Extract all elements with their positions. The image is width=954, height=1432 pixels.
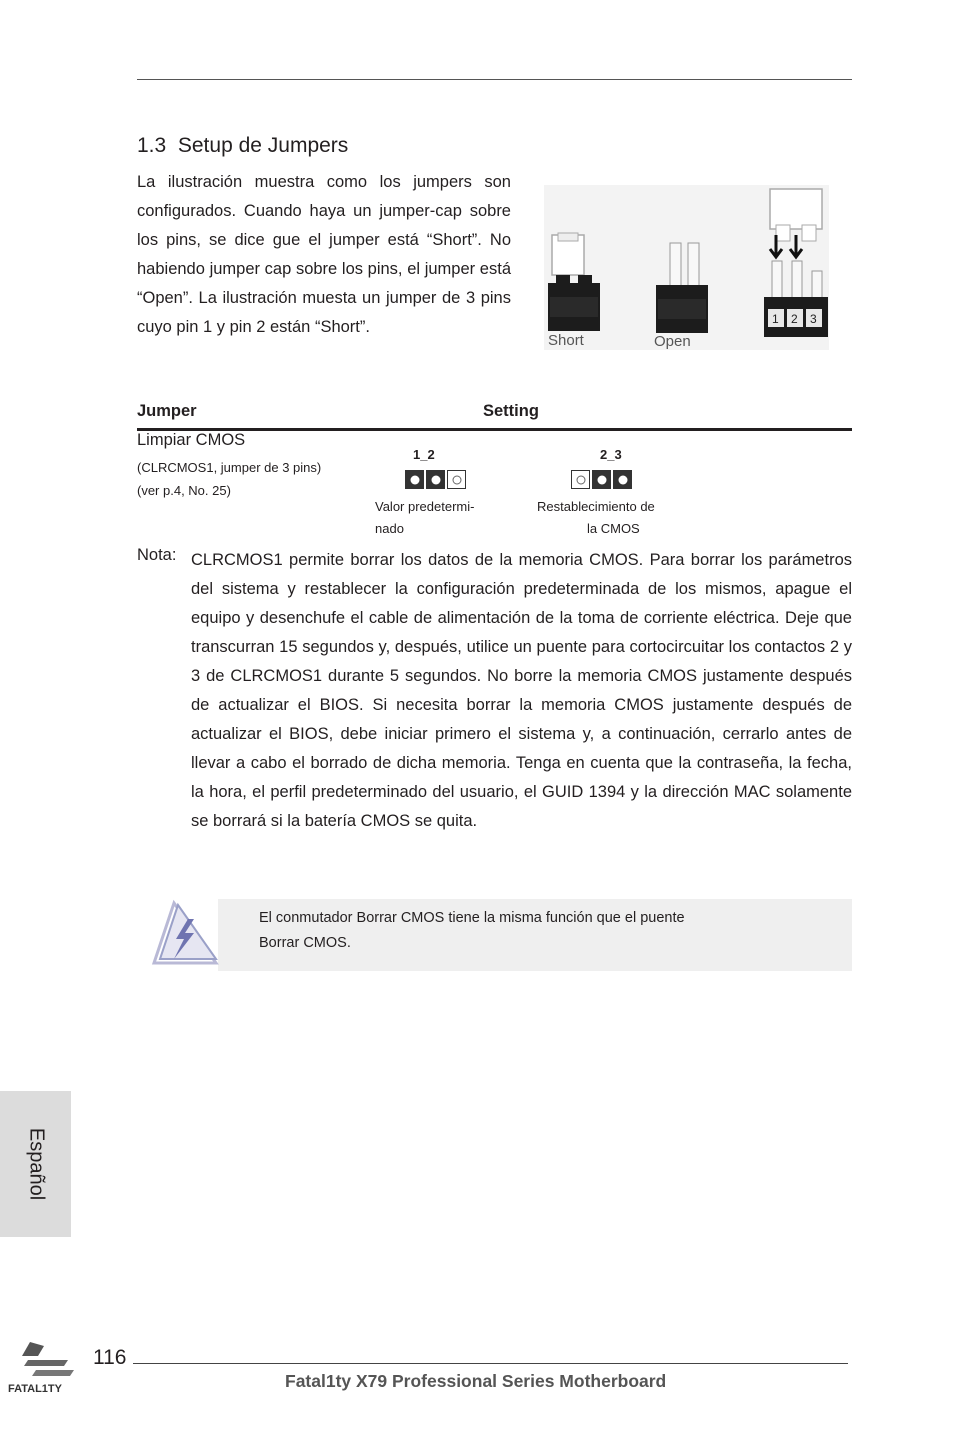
- pin-1-open: [571, 470, 590, 489]
- setting-default-caption-1: Valor predetermi-: [375, 499, 475, 514]
- setting-clear-caption-2: la CMOS: [587, 521, 640, 536]
- pin-3-shorted: [613, 470, 632, 489]
- open-jumper-graphic: [656, 243, 708, 333]
- pin-3-open: [447, 470, 466, 489]
- pin-number-3: 3: [810, 312, 817, 326]
- logo-text: FATAL1TY: [8, 1383, 62, 1395]
- setting-clear-caption-1: Restablecimiento de: [537, 499, 655, 514]
- jumper-name: Limpiar CMOS: [137, 431, 246, 449]
- pin-number-1: 1: [772, 312, 779, 326]
- open-label: Open: [654, 333, 691, 350]
- warning-lightning-icon: [150, 899, 220, 969]
- setting-default-pinblock: [405, 470, 466, 489]
- table-header-setting: Setting: [483, 402, 539, 420]
- jumper-id-text: (CLRCMOS1, jumper de 3 pins): [137, 460, 322, 475]
- setting-clear-pins-label: 2_3: [600, 447, 622, 462]
- page-number: 116: [93, 1346, 127, 1369]
- note-label: Nota:: [137, 546, 177, 564]
- note-text: CLRCMOS1 permite borrar los datos de la memoria CMOS. Para borrar los parámetros del sistema y restablecer la configuración predeterminada de los mismos, apague el equipo y desenchufe el cable de alimentación de la toma de corriente eléctrica. Deje que transcurran 15 segundos y, después, utilice un puente para cortocircuitar los contactos 2 y 3 de CLRCMOS1 durante 5 segundos. No borre la memoria CMOS justamente después de actualizar el BIOS. Si necesita borrar la memoria CMOS justamente después de actualizar el BIOS, debe iniciar primero el sistema y, a continuación, cerrarlo antes de llevar a cabo el borrado de dicha memoria. Tenga en cuenta que la contraseña, la fecha, la hora, el perfil predeterminado del usuario, el GUID 1394 y la dirección MAC solamente se borrará si la batería CMOS se quita.: [191, 551, 852, 830]
- header-rule: [137, 79, 852, 80]
- jumper-illustration-svg: [544, 185, 829, 350]
- pin-number-2: 2: [791, 312, 798, 326]
- warning-text: [259, 906, 819, 956]
- fatal1ty-logo: [8, 1340, 92, 1400]
- footer-rule: [133, 1363, 848, 1364]
- pin-2-shorted: [426, 470, 445, 489]
- footer-title: Fatal1ty X79 Professional Series Motherboard: [285, 1371, 667, 1391]
- setting-default-caption-2: nado: [375, 521, 404, 536]
- language-side-tab: [0, 1091, 71, 1237]
- intro-paragraph: La ilustración muestra como los jumpers son configurados. Cuando haya un jumper-cap sobre los pins, se dice gue el jumper está “Short”. No habiendo jumper cap sobre los pins, el jumper está “Open”. La ilustración muesta un jumper de 3 pins cuyo pin 1 y pin 2 están “Short”.: [137, 173, 511, 336]
- language-tab-label: Español: [25, 1127, 47, 1201]
- table-header-jumper: Jumper: [137, 402, 197, 420]
- pin-2-shorted: [592, 470, 611, 489]
- setting-default-pins-label: 1_2: [413, 447, 435, 462]
- setting-clear-pinblock: [571, 470, 632, 489]
- warning-line-1: El conmutador Borrar CMOS tiene la misma función que el puente: [259, 910, 685, 926]
- section-heading: Setup de Jumpers: [177, 134, 349, 157]
- short-jumper-graphic: [548, 233, 600, 331]
- short-label: Short: [548, 332, 584, 349]
- section-title: [137, 134, 348, 158]
- jumper-ref-text: (ver p.4, No. 25): [137, 483, 231, 498]
- warning-line-2: Borrar CMOS.: [259, 935, 351, 951]
- section-number: 1.3: [137, 134, 167, 157]
- three-pin-jumper-graphic: [764, 189, 828, 337]
- jumper-illustration: [544, 185, 829, 350]
- pin-1-shorted: [405, 470, 424, 489]
